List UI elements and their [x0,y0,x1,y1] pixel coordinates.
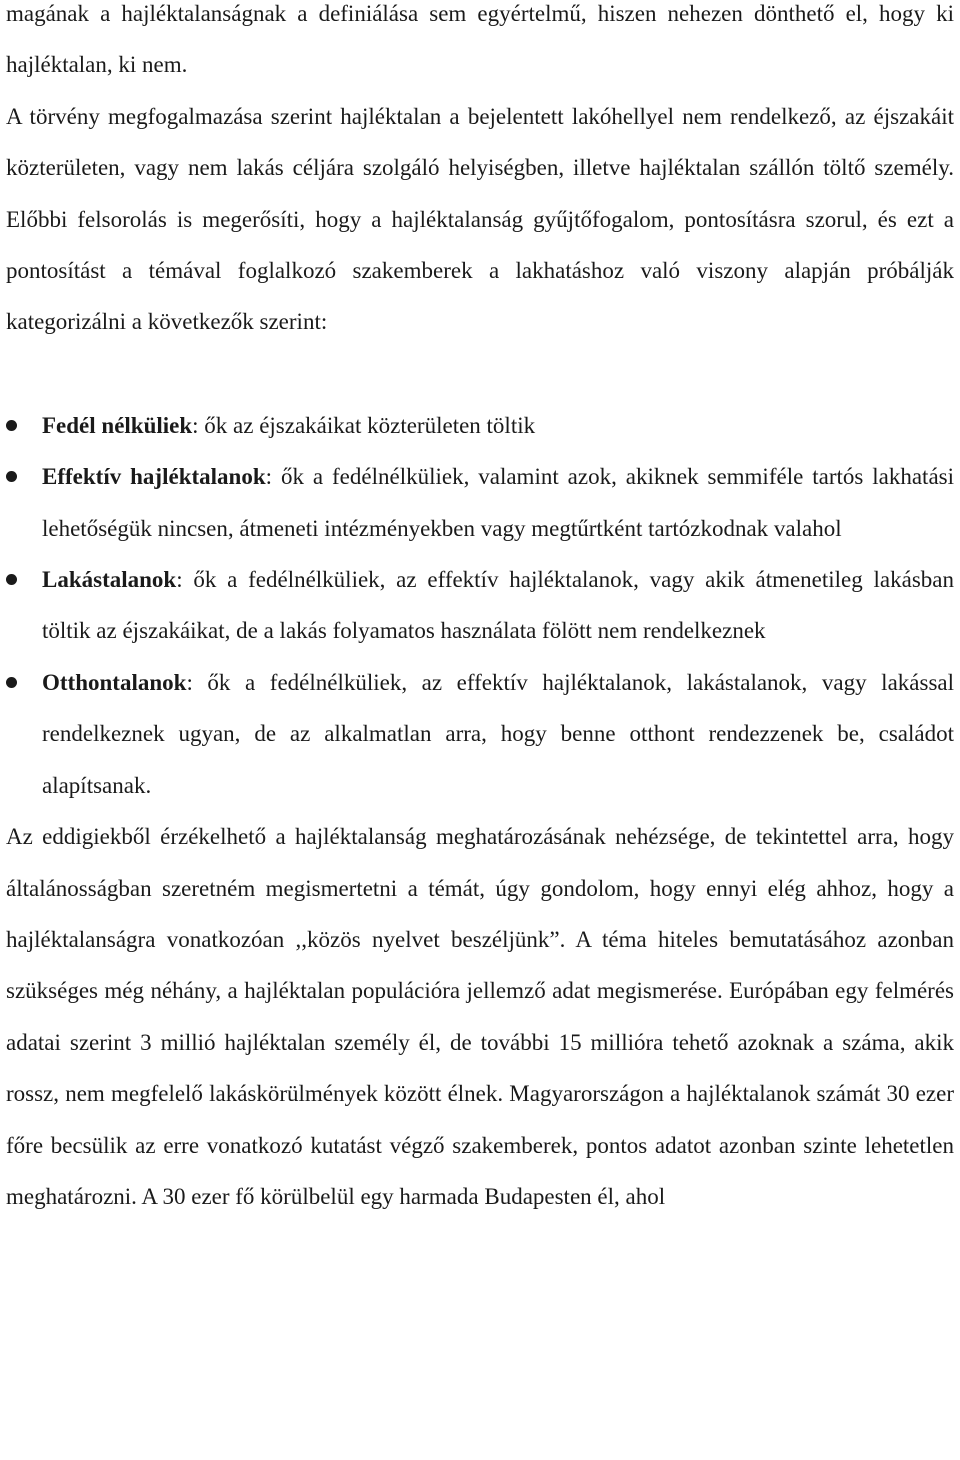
category-term: Otthontalanok [42,669,187,695]
category-definition: : ők az éjszakáikat közterületen töltik [192,412,536,438]
bullet-icon [6,471,17,482]
category-definition: : ők a fedélnélküliek, az effektív hajléktalanok, lakástalanok, vagy lakással rendelkeznek ugyan, de az alkalmatlan arra, hogy benne otthont rendezzenek be, családot alapítsanak. [42,669,954,798]
category-item-otthontalanok [6,657,954,811]
document-page [6,0,954,1222]
category-term: Lakástalanok [42,567,177,593]
conclusion-paragraph: Az eddigiekből érzékelhető a hajléktalanság meghatározásának nehézsége, de tekintettel arra, hogy általánosságban szeretném megismertetni a témát, úgy gondolom, hogy ennyi elég ahhoz, hogy a hajléktalanságra vonatkozóan ,,közös nyelvet beszéljünk”. A téma hiteles bemutatásához azonban szükséges még néhány, a hajléktalan populációra jellemző adat megismerése. Európában egy felmérés adatai szerint 3 millió hajléktalan személy él, de további 15 millióra tehető azoknak a száma, akik rossz, nem megfelelő lakáskörülmények között élnek. Magyarországon a hajléktalanok számát 30 ezer főre becsülik az erre vonatkozó kutatást végző szakemberek, pontos adatot azonban szinte lehetetlen meghatározni. A 30 ezer fő körülbelül egy harmada Budapesten él, ahol [6,824,954,1209]
category-item-lakastalanok [6,554,954,657]
category-item-fedel-nelkuliek [6,400,954,451]
category-term: Fedél nélküliek [42,412,193,438]
bullet-icon [6,677,17,688]
category-item-effektiv-hajlektalanok [6,451,954,554]
category-term: Effektív hajléktalanok [42,464,266,490]
bullet-icon [6,420,17,431]
law-definition-paragraph: A törvény megfogalmazása szerint hajléktalan a bejelentett lakóhellyel nem rendelkező, az éjszakáit közterületen, vagy nem lakás céljára szolgáló helyiségben, illetve hajléktalan szállón töltő személy. Előbbi felsorolás is megerősíti, hogy a hajléktalanság gyűjtőfogalom, pontosításra szorul, és ezt a pontosítást a témával foglalkozó szakemberek a lakhatáshoz való viszony alapján próbálják kategorizálni a következők szerint: [6,103,954,335]
category-definition: : ők a fedélnélküliek, valamint azok, akiknek semmiféle tartós lakhatási lehetőségük nincsen, átmeneti intézményekben vagy megtűrtként tartózkodnak valahol [42,464,955,541]
paragraph-spacer [6,348,954,400]
bullet-icon [6,574,17,585]
intro-paragraph: magának a hajléktalanságnak a definiálása sem egyértelmű, hiszen nehezen dönthető el, hogy ki hajléktalan, ki nem. [6,1,954,78]
category-definition: : ők a fedélnélküliek, az effektív hajléktalanok, vagy akik átmenetileg lakásban töltik az éjszakáikat, de a lakás folyamatos használata fölött nem rendelkeznek [42,567,954,644]
homelessness-categories-list [6,400,954,811]
